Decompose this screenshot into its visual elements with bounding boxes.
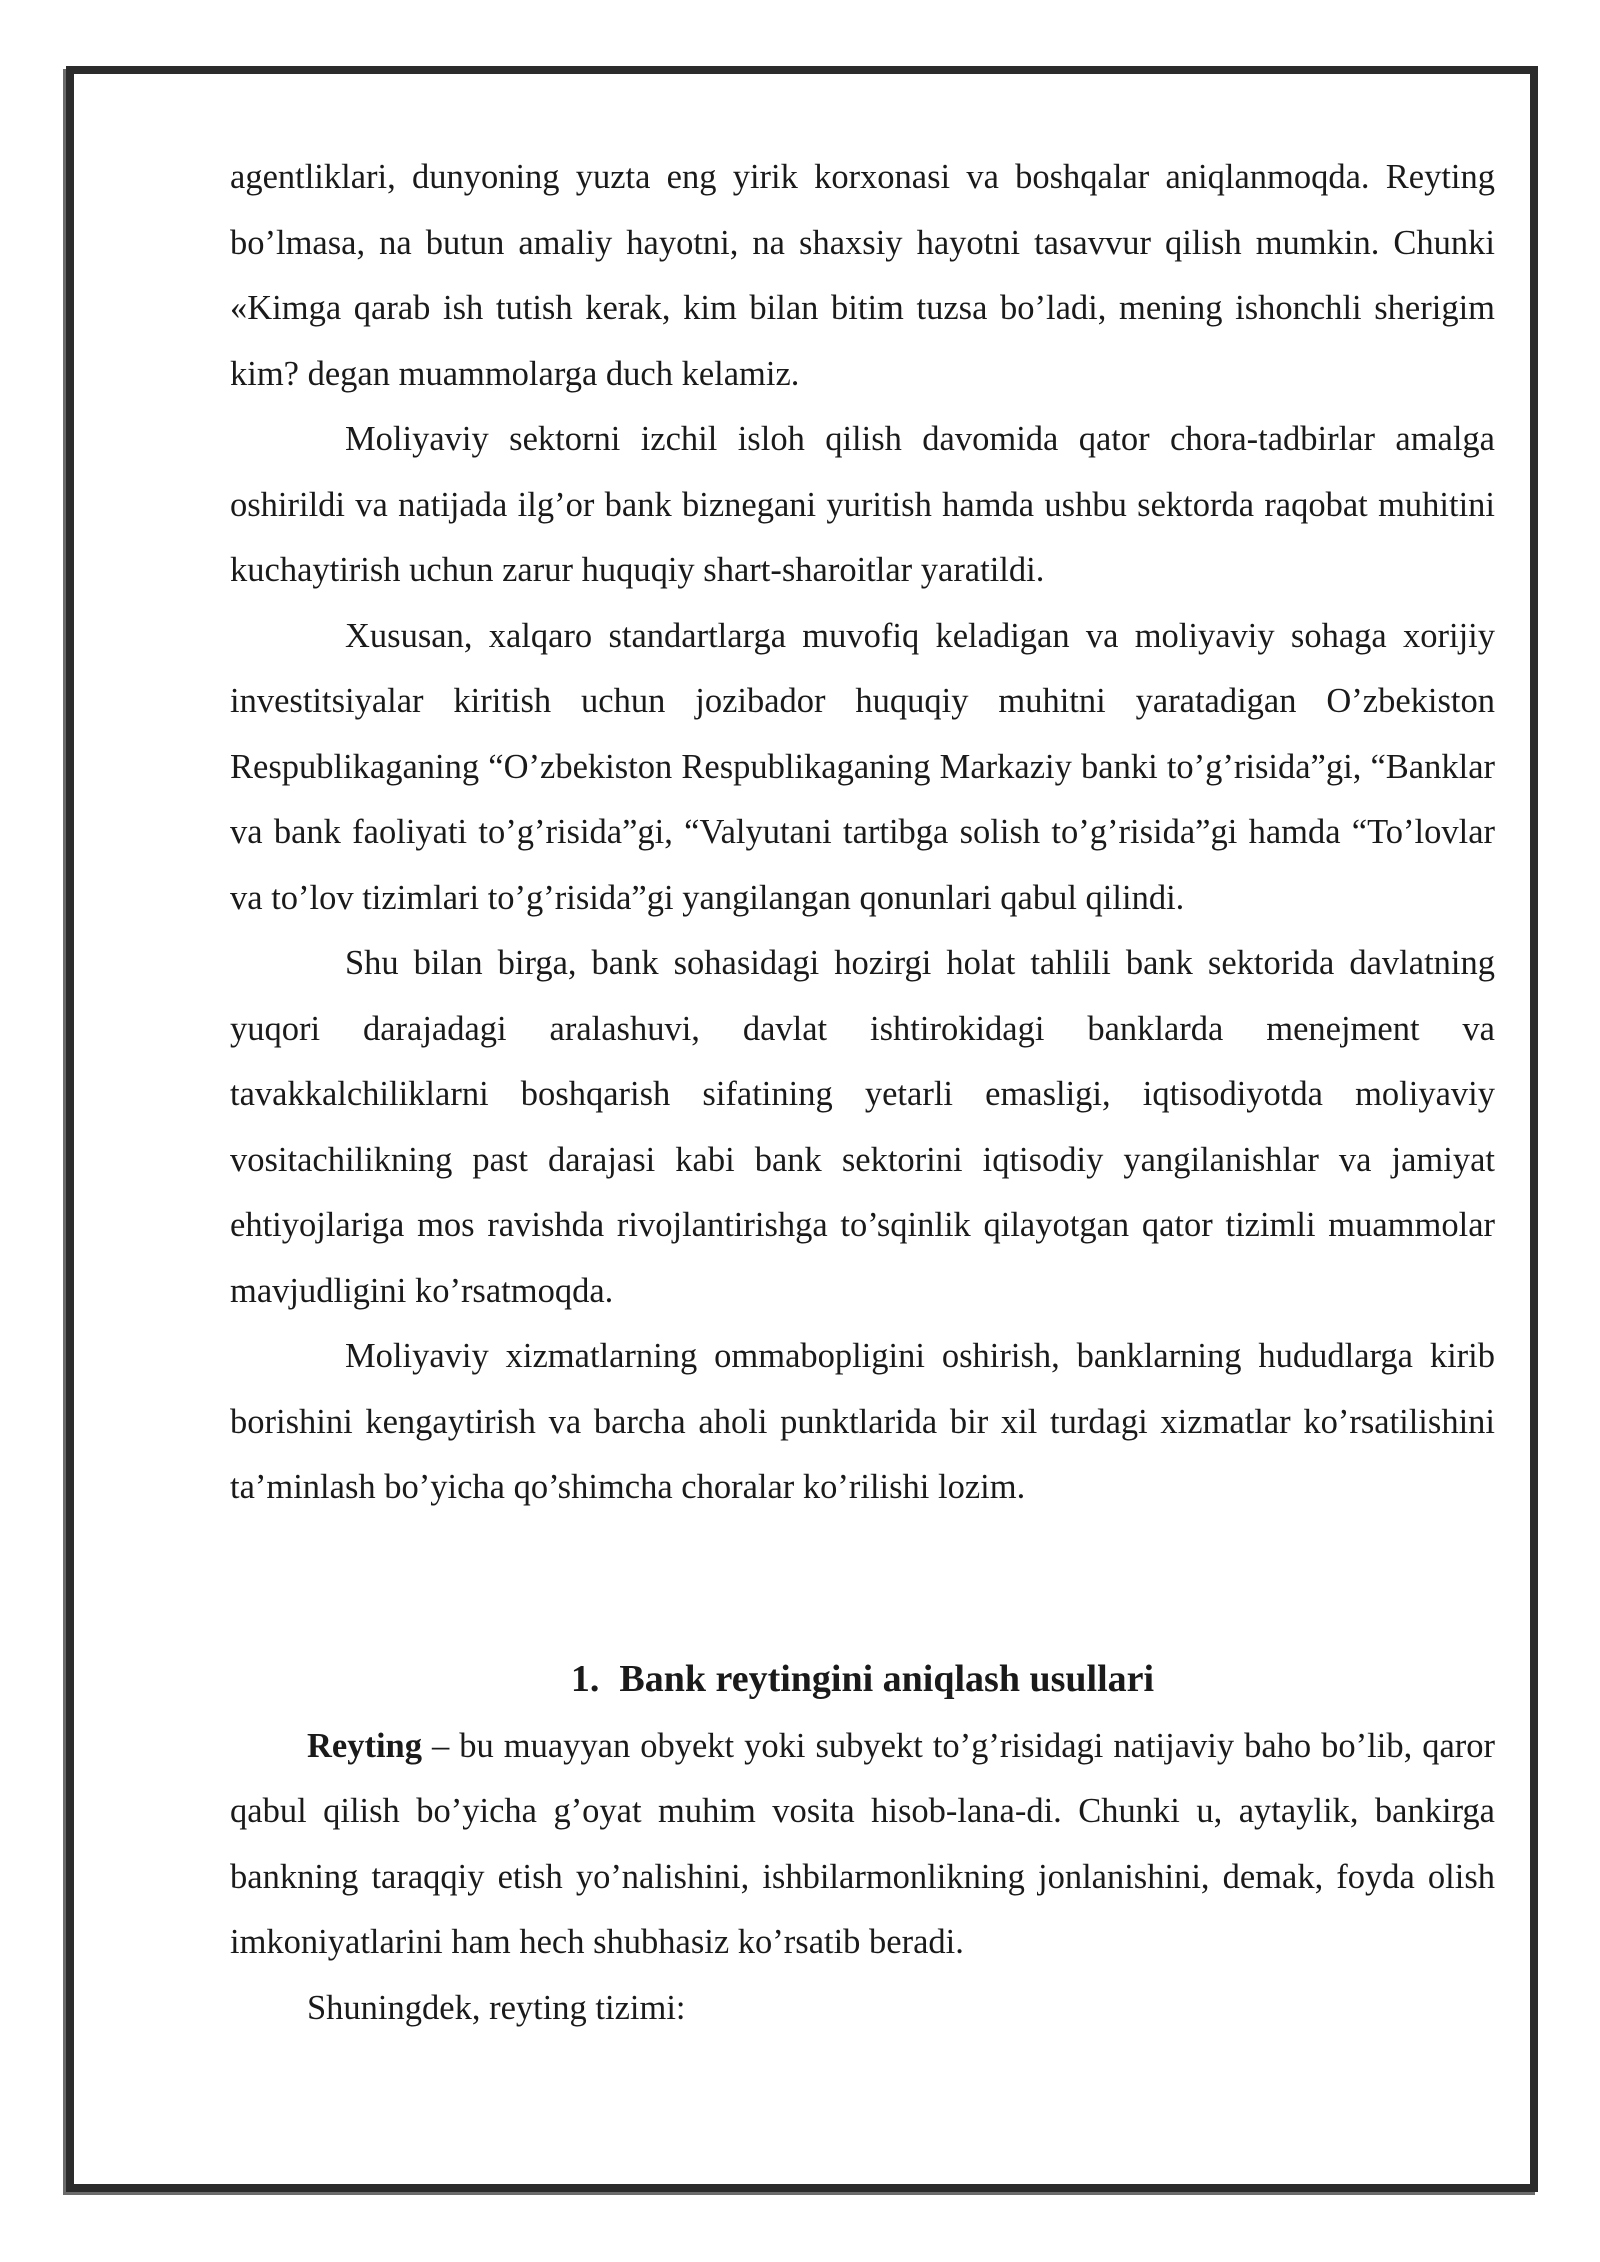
- paragraph-moliyaviy-xizmatlar: Moliyaviy xizmatlarning ommabopligini oshirish, banklarning hududlarga kirib borishini kengaytirish va barcha aholi punktlarida bir xil turdagi xizmatlar ko’rsatilishini ta’minlash bo’yicha qo’shimcha choralar ko’rilishi lozim.: [230, 1337, 1495, 1506]
- paragraph-agentliklari: agentliklari, dunyoning yuzta eng yirik korxonasi va boshqalar aniqlanmoqda. Reyting bo’lmasa, na butun amaliy hayotni, na shaxsiy hayotni tasavvur qilish mumkin. Chunki «Kimga qarab ish tutish kerak, kim bilan bitim tuzsa bo’ladi, mening ishonchli sherigim kim? degan muammolarga duch kelamiz.: [230, 158, 1495, 393]
- paragraph-reyting-definition: [230, 1714, 1495, 1976]
- section-title: Bank reytingini aniqlash usullari: [619, 1657, 1155, 1700]
- paragraph-shu-bilan-birga: Shu bilan birga, bank sohasidagi hozirgi holat tahlili bank sektorida davlatning yuqori darajadagi aralashuvi, davlat ishtirokidagi banklarda menejment va tavakkalchiliklarni boshqarish sifatining yetarli emasligi, iqtisodiyotda moliyaviy vositachilikning past darajasi kabi bank sektorini iqtisodiy yangilanishlar va jamiyat ehtiyojlariga mos ravishda rivojlantirishga to’sqinlik qilayotgan qator tizimli muammolar mavjudligini ko’rsatmoqda.: [230, 944, 1495, 1310]
- definition-text: – bu muayyan obyekt yoki subyekt to’g’risidagi natijaviy baho bo’lib, qaror qabul qilish bo’yicha g’oyat muhim vosita hisob-lana-di. Chunki u, aytaylik, bankirga bankning taraqqiy etish yo’nalishini, ishbilarmonlikning jonlanishini, demak, foyda olish imkoniyatlarini ham hech shubhasiz ko’rsatib beradi.: [230, 1726, 1495, 1961]
- paragraph-moliyaviy-sektor: Moliyaviy sektorni izchil isloh qilish davomida qator chora-tadbirlar amalga oshirildi va natijada ilg’or bank biznegani yuritish hamda ushbu sektorda raqobat muhitini kuchaytirish uchun zarur huquqiy shart-sharoitlar yaratildi.: [230, 420, 1495, 589]
- section-spacer: [230, 1521, 1495, 1644]
- definition-term: Reyting: [307, 1726, 422, 1765]
- document-body: [230, 145, 1495, 2041]
- paragraph-shuningdek: Shuningdek, reyting tizimi:: [307, 1988, 686, 2027]
- paragraph-xususan: Xususan, xalqaro standartlarga muvofiq keladigan va moliyaviy sohaga xorijiy investitsiyalar kiritish uchun jozibador huquqiy muhitni yaratadigan O’zbekiston Respublikaganing “O’zbekiston Respublikaganing Markaziy banki to’g’risida”gi, “Banklar va bank faoliyati to’g’risida”gi, “Valyutani tartibga solish to’g’risida”gi hamda “To’lovlar va to’lov tizimlari to’g’risida”gi yangilangan qonunlari qabul qilindi.: [230, 616, 1495, 917]
- section-number: 1.: [570, 1657, 600, 1700]
- section-heading: [230, 1644, 1495, 1714]
